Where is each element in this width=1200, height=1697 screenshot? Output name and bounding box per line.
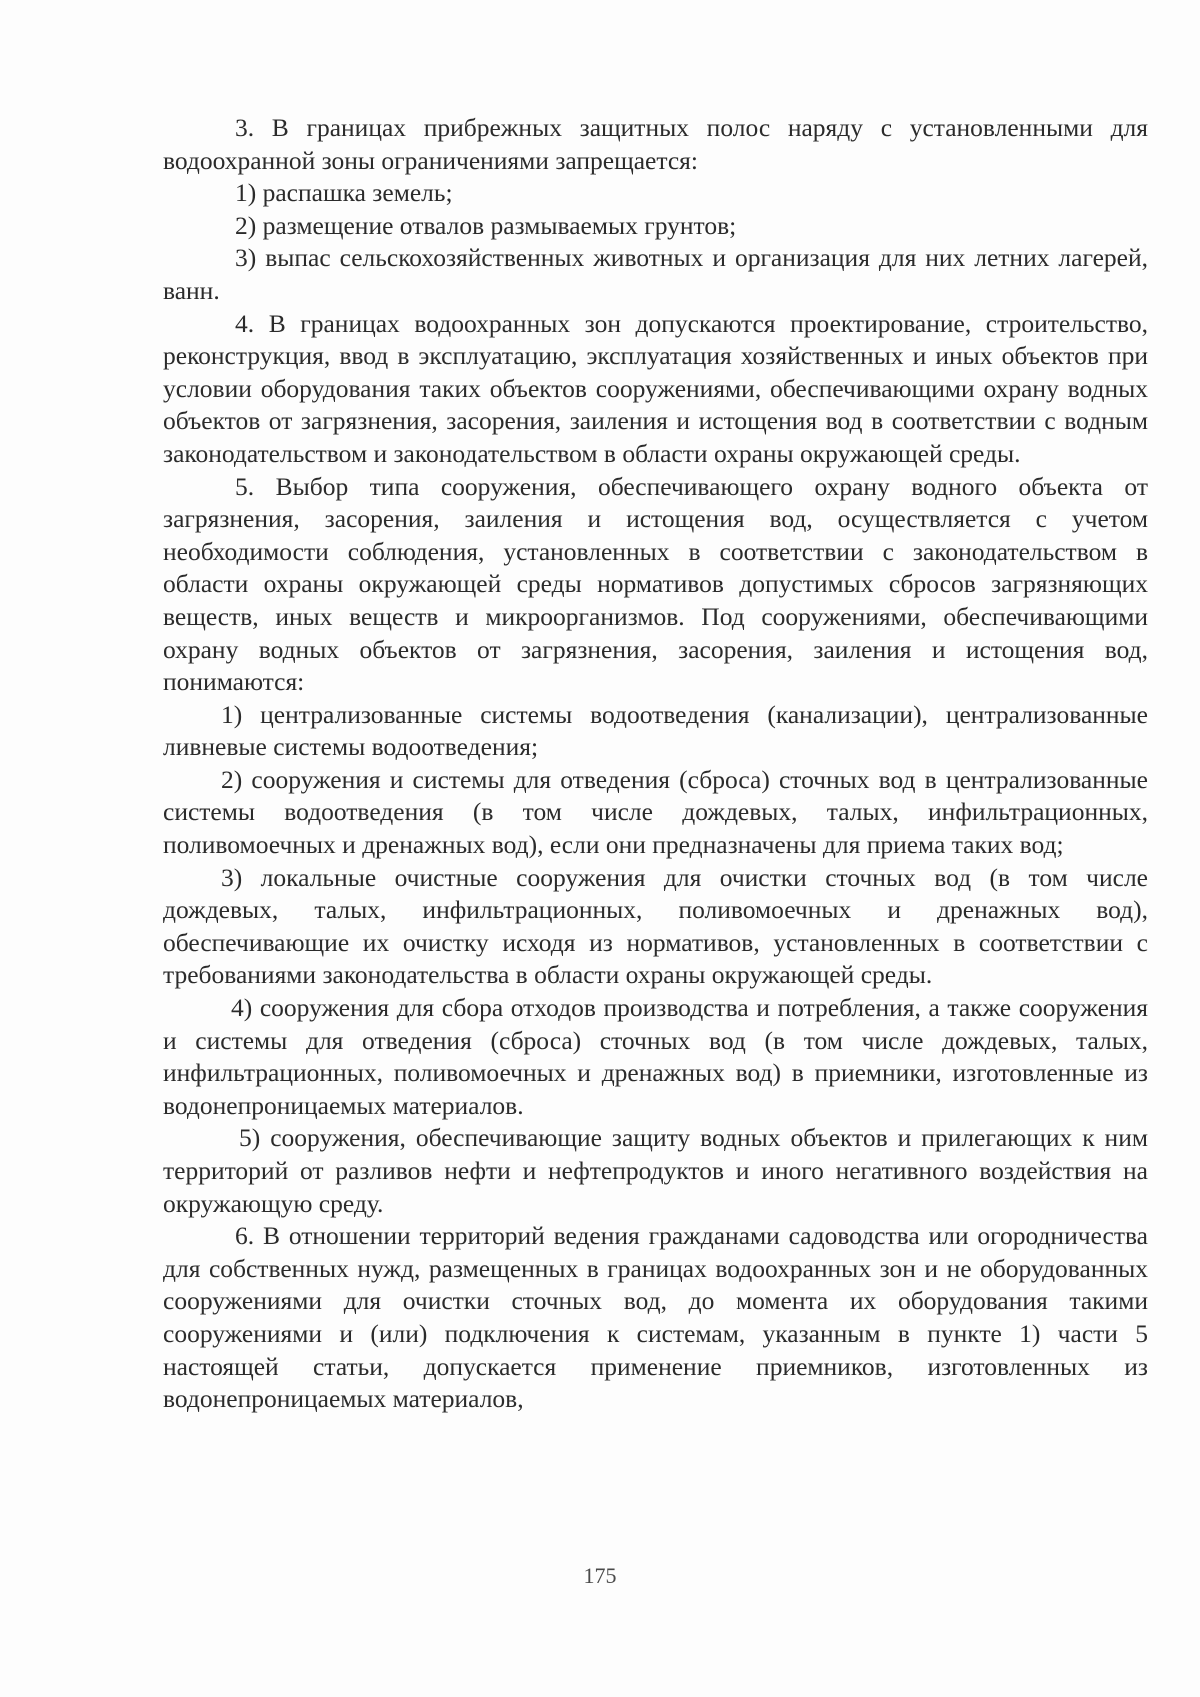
paragraph-4: 4. В границах водоохранных зон допускаются проектирование, строительство, реконструкция, ввод в эксплуатацию, эксплуатация хозяйственных и иных объектов при условии оборудования таких объектов сооружениями, обеспечивающими охрану водных объектов от загрязнения, засорения, заиления и истощения вод в соответствии с водным законодательством и законодательством в области охраны окружающей среды. — [163, 308, 1148, 468]
document-body — [163, 112, 1148, 1416]
list-item-3-2: 2) размещение отвалов размываемых грунтов; — [235, 210, 737, 240]
list-item-5-3: 3) локальные очистные сооружения для очистки сточных вод (в том числе дождевых, талых, инфильтрационных, поливомоечных и дренажных вод), обеспечивающие их очистку исходя из нормативов, установленных в соответствии с требованиями законодательства в области охраны окружающей среды. — [163, 862, 1148, 990]
paragraph-6: 6. В отношении территорий ведения гражданами садоводства или огородничества для собственных нужд, размещенных в границах водоохранных зон и не оборудованных сооружениями для очистки сточных вод, до момента их оборудования такими сооружениями и (или) подключения к системам, указанным в пункте 1) части 5 настоящей статьи, допускается применение приемников, изготовленных из водонепроницаемых материалов, — [163, 1221, 1148, 1414]
list-item-5-2: 2) сооружения и системы для отведения (сброса) сточных вод в централизованные системы водоотведения (в том числе дождевых, талых, инфильтрационных, поливомоечных и дренажных вод), если они предназначены для приема таких вод; — [163, 764, 1148, 860]
list-item-3-3: 3) выпас сельскохозяйственных животных и организация для них летних лагерей, ванн. — [163, 243, 1148, 305]
list-item-5-5: 5) сооружения, обеспечивающие защиту водных объектов и прилегающих к ним территорий от разливов нефти и нефтепродуктов и иного негативного воздействия на окружающую среду. — [163, 1123, 1148, 1218]
paragraph-5: 5. Выбор типа сооружения, обеспечивающего охрану водного объекта от загрязнения, засорения, заиления и истощения вод, осуществляется с учетом необходимости соблюдения, установленных в соответствии с законодательством в области охраны окружающей среды нормативов допустимых сбросов загрязняющих веществ, иных веществ и микроорганизмов. Под сооружениями, обеспечивающими охрану водных объектов от загрязнения, засорения, заиления и истощения вод, понимаются: — [163, 471, 1148, 697]
list-item-5-4: 4) сооружения для сбора отходов производства и потребления, а также сооружения и системы для отведения (сброса) сточных вод (в том числе дождевых, талых, инфильтрационных, поливомоечных и дренажных вод) в приемники, изготовленные из водонепроницаемых материалов. — [163, 993, 1148, 1120]
list-item-3-1: 1) распашка земель; — [235, 178, 453, 208]
paragraph-3: 3. В границах прибрежных защитных полос наряду с установленными для водоохранной зоны ограничениями запрещается: — [163, 113, 1148, 175]
list-item-5-1: 1) централизованные системы водоотведения (канализации), централизованные ливневые системы водоотведения; — [163, 699, 1148, 762]
page-number: 175 — [583, 1563, 617, 1588]
